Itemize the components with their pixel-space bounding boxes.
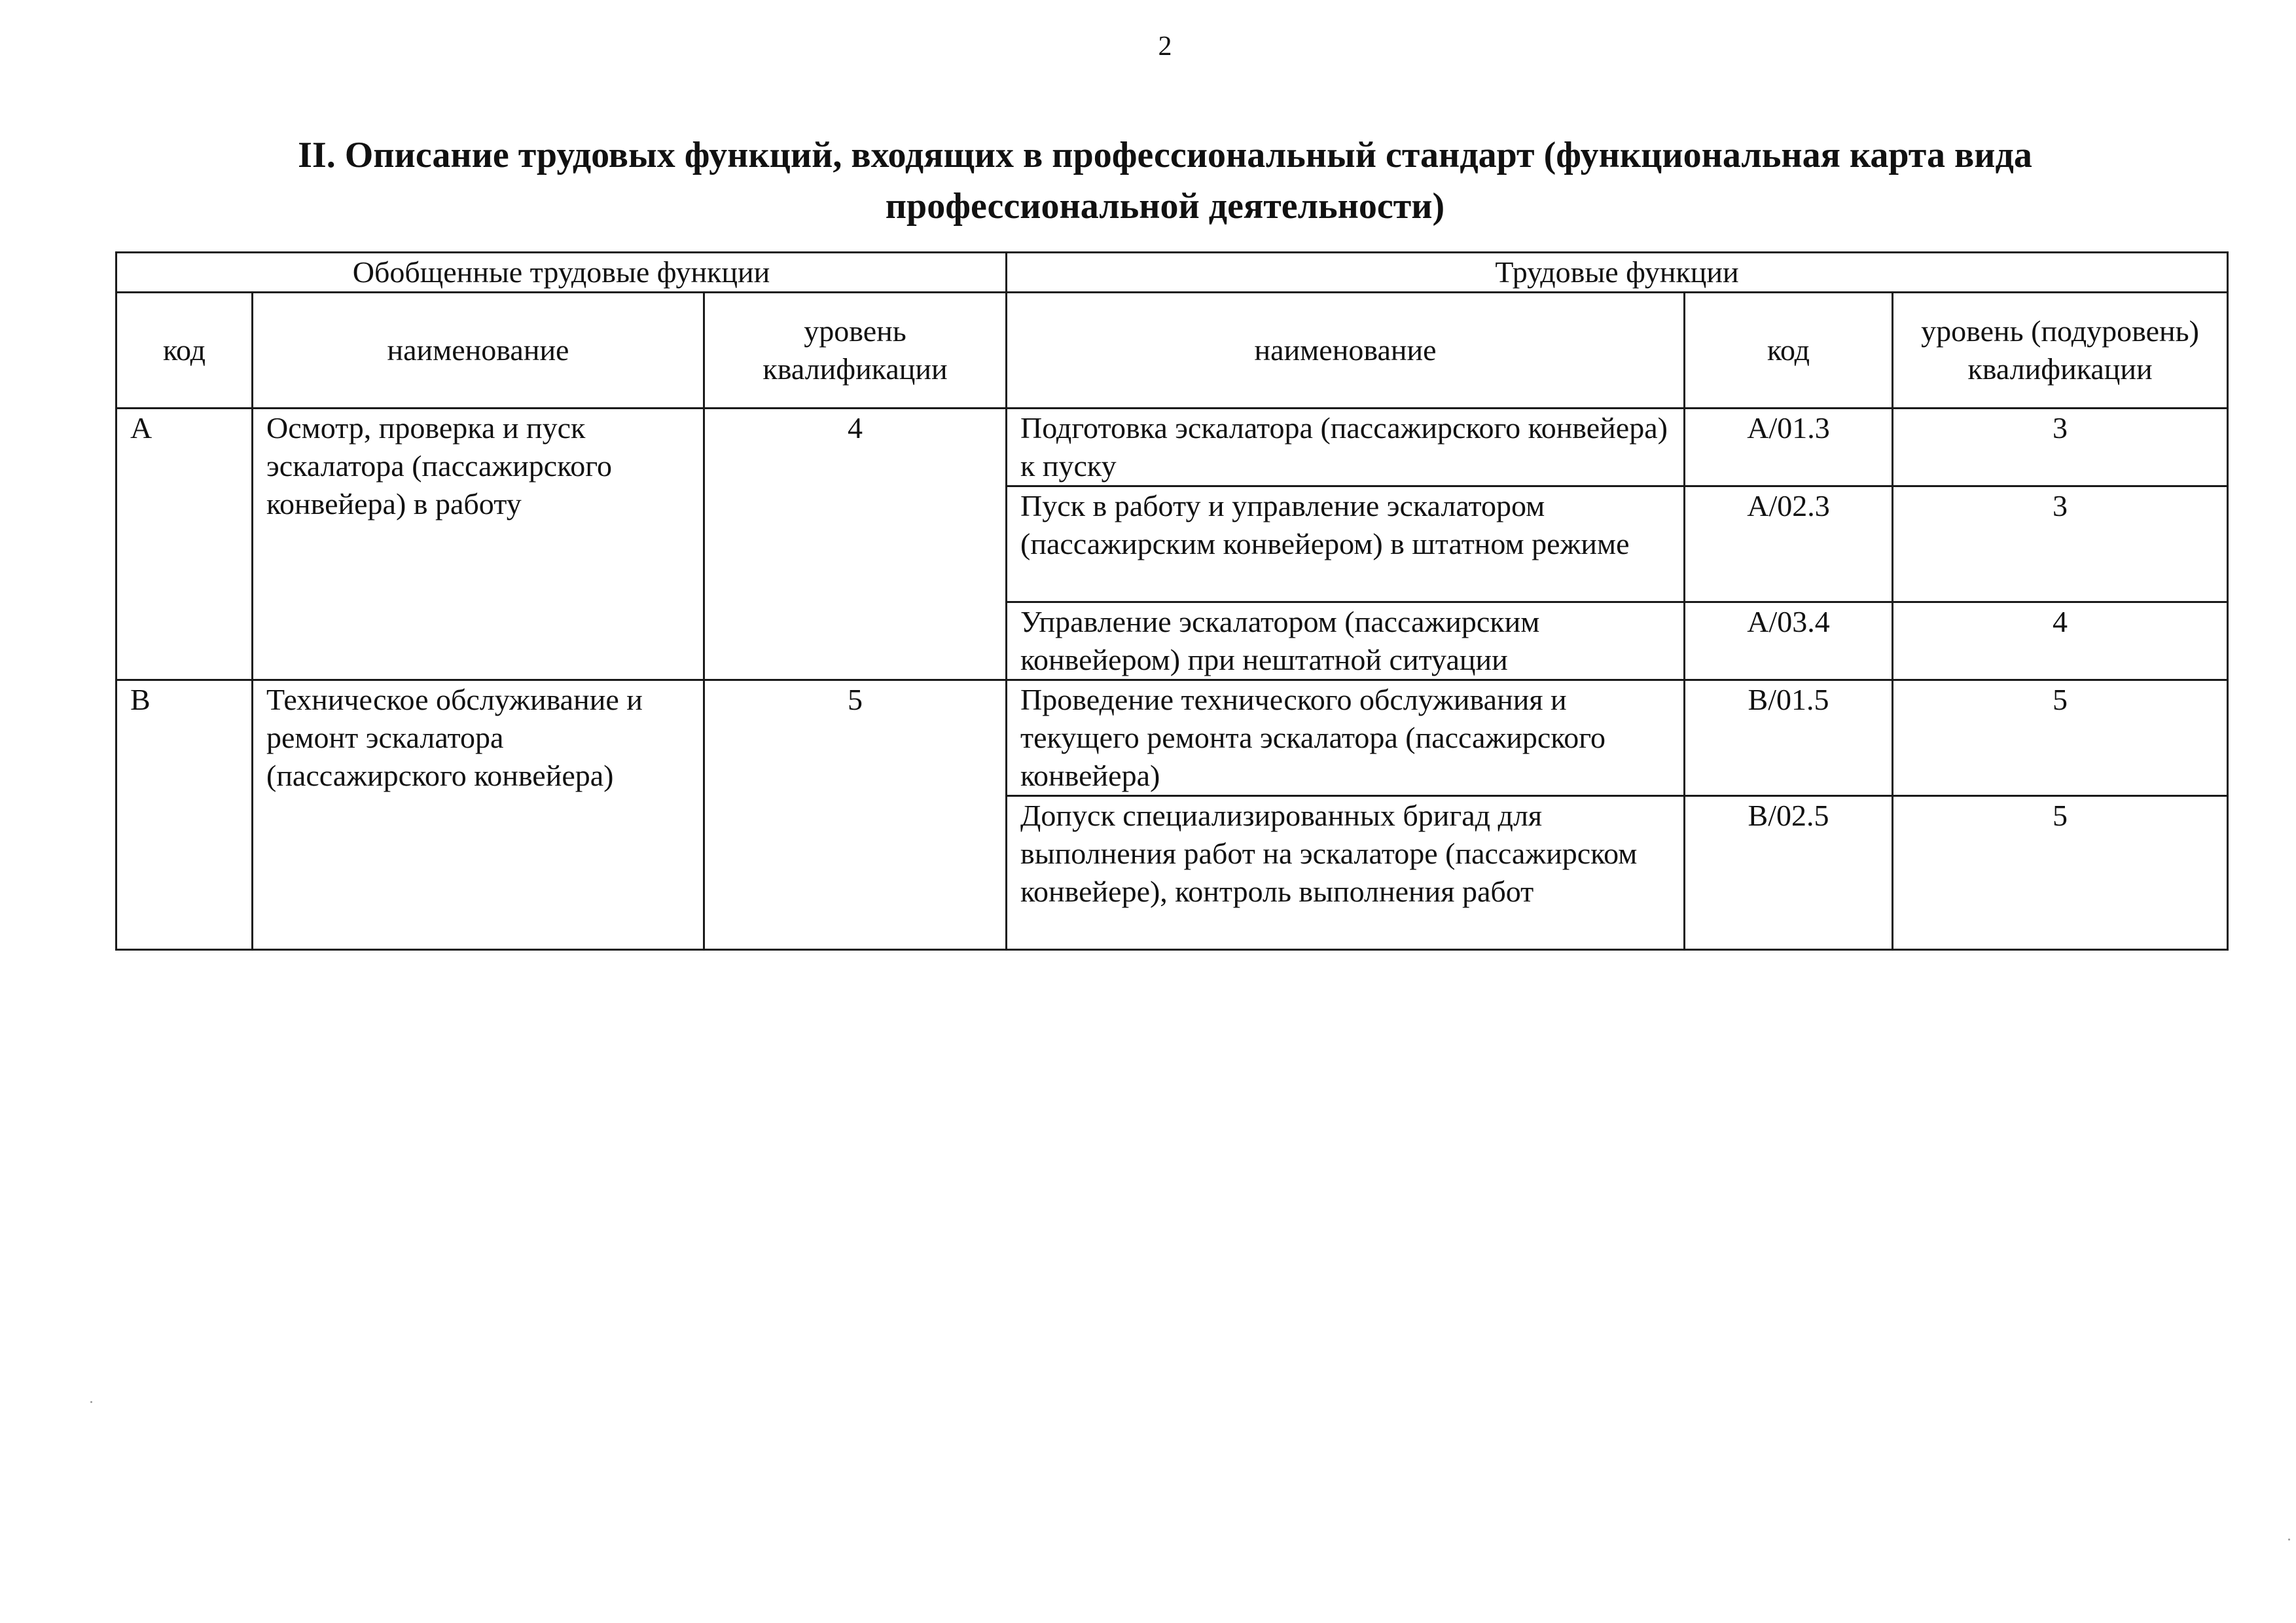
page-number: 2 <box>1158 31 1172 62</box>
header-fn-name: наименование <box>1007 293 1685 409</box>
gen-level-cell: 4 <box>704 409 1007 680</box>
table-row <box>117 680 2228 796</box>
fn-name-cell: Проведение технического обслуживания и текущего ремонта эскалатора (пассажирского конвейера) <box>1007 680 1685 796</box>
scan-speck <box>90 1401 92 1403</box>
fn-level-cell: 5 <box>1893 796 2228 950</box>
fn-level-cell: 5 <box>1893 680 2228 796</box>
header-gen-code: код <box>117 293 253 409</box>
fn-name-cell: Управление эскалатором (пассажирским конвейером) при нештатной ситуации <box>1007 602 1685 680</box>
fn-code-cell: A/01.3 <box>1685 409 1893 486</box>
fn-name-cell: Пуск в работу и управление эскалатором (пассажирским конвейером) в штатном режиме <box>1007 486 1685 602</box>
fn-level-cell: 4 <box>1893 602 2228 680</box>
gen-name-cell: Техническое обслуживание и ремонт эскалатора (пассажирского конвейера) <box>253 680 704 950</box>
gen-code-cell: A <box>117 409 253 680</box>
fn-code-cell: B/02.5 <box>1685 796 1893 950</box>
fn-code-cell: A/03.4 <box>1685 602 1893 680</box>
header-fn-level: уровень (подуровень) квалификации <box>1893 293 2228 409</box>
fn-level-cell: 3 <box>1893 409 2228 486</box>
section-title: II. Описание трудовых функций, входящих в профессиональный стандарт (функциональная карта вида профессиональной деятельности) <box>298 135 2032 227</box>
header-gen-name: наименование <box>253 293 704 409</box>
fn-code-cell: A/02.3 <box>1685 486 1893 602</box>
fn-code-cell: B/01.5 <box>1685 680 1893 796</box>
fn-level-cell: 3 <box>1893 486 2228 602</box>
fn-name-cell: Подготовка эскалатора (пассажирского конвейера) к пуску <box>1007 409 1685 486</box>
table-row <box>117 409 2228 486</box>
gen-code-cell: B <box>117 680 253 950</box>
header-fn-code: код <box>1685 293 1893 409</box>
gen-level-cell: 5 <box>704 680 1007 950</box>
fn-name-cell: Допуск специализированных бригад для выполнения работ на эскалаторе (пассажирском конвейере), контроль выполнения работ <box>1007 796 1685 950</box>
scan-speck <box>2288 1539 2290 1541</box>
labor-functions-table <box>115 251 2229 951</box>
group-header-generalized: Обобщенные трудовые функции <box>117 253 1007 293</box>
gen-name-cell: Осмотр, проверка и пуск эскалатора (пассажирского конвейера) в работу <box>253 409 704 680</box>
header-gen-level: уровень квалификации <box>704 293 1007 409</box>
group-header-row <box>117 253 2228 293</box>
column-header-row <box>117 293 2228 409</box>
group-header-functions: Трудовые функции <box>1007 253 2228 293</box>
